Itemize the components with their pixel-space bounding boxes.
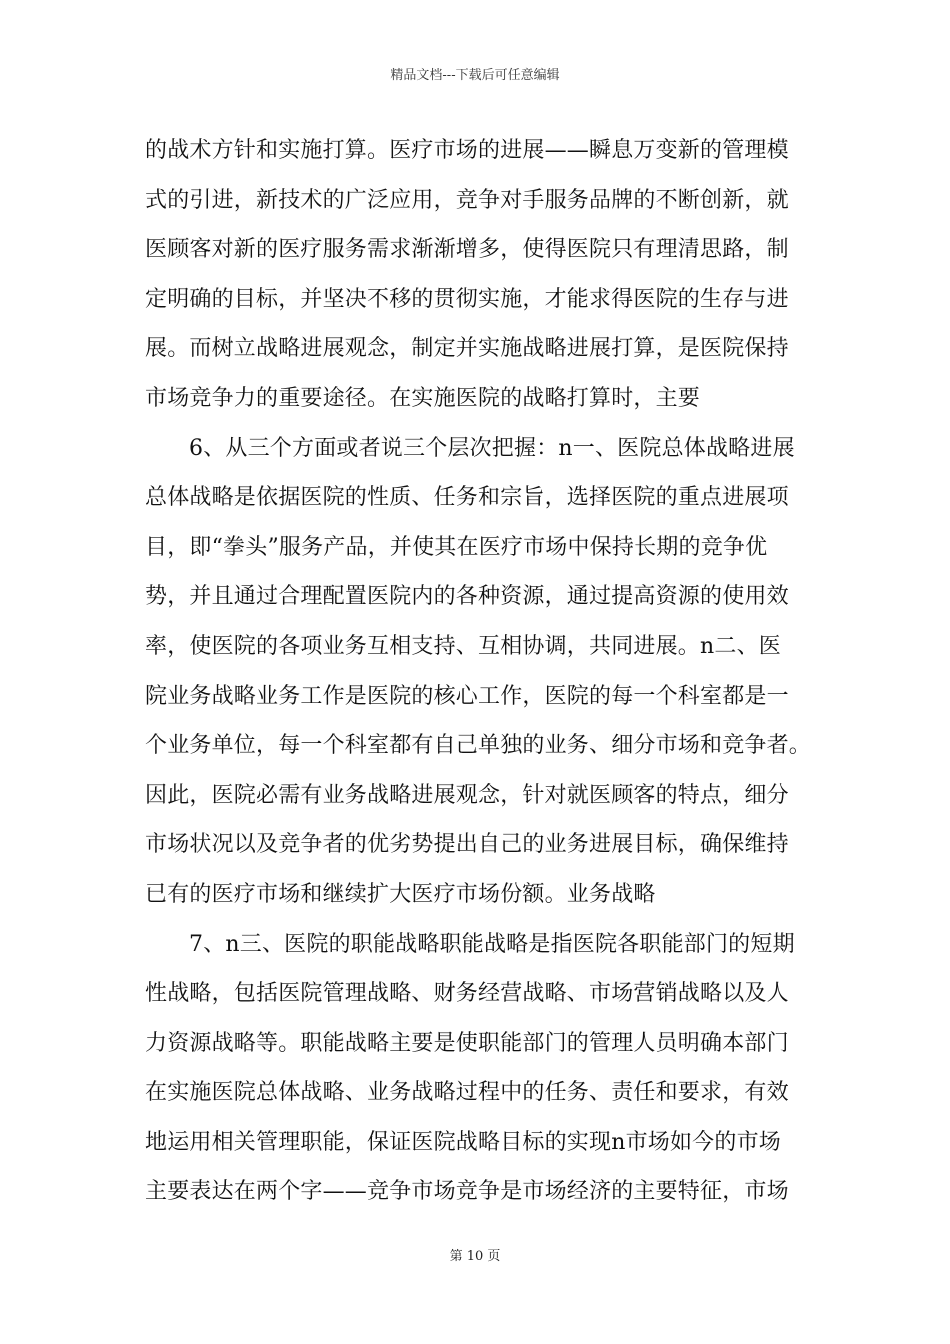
paragraph-line: 因此，医院必需有业务战略进展观念，针对就医顾客的特点，细分 — [145, 782, 789, 808]
paragraph-line: 式的引进，新技术的广泛应用，竞争对手服务品牌的不断创新，就 — [145, 187, 789, 213]
paragraph-line: 已有的医疗市场和继续扩大医疗市场份额。业务战略 — [145, 881, 656, 907]
paragraph-line: 率，使医院的各项业务互相支持、互相协调，共同进展。n二、医 — [145, 633, 781, 659]
paragraph-line: 力资源战略等。职能战略主要是使职能部门的管理人员明确本部门 — [145, 1030, 789, 1056]
paragraph-line: 总体战略是依据医院的性质、任务和宗旨，选择医院的重点进展项 — [145, 485, 789, 511]
paragraph-line: 6、从三个方面或者说三个层次把握：n一、医院总体战略进展 — [189, 435, 795, 461]
paragraph-line: 市场状况以及竞争者的优劣势提出自己的业务进展目标，确保维持 — [145, 832, 789, 858]
paragraph-line: 7、n三、医院的职能战略职能战略是指医院各职能部门的短期 — [189, 931, 795, 957]
document-body — [145, 126, 823, 1217]
paragraph-line: 的战术方针和实施打算。医疗市场的进展——瞬息万变新的管理模 — [145, 138, 789, 163]
paragraph-line: 在实施医院总体战略、业务战略过程中的任务、责任和要求，有效 — [145, 1080, 789, 1106]
paragraph-line: 势，并且通过合理配置医院内的各种资源，通过提高资源的使用效 — [145, 584, 789, 610]
paragraph-line: 展。而树立战略进展观念，制定并实施战略进展打算，是医院保持 — [145, 336, 789, 362]
paragraph-line: 医顾客对新的医疗服务需求渐渐增多，使得医院只有理清思路，制 — [145, 237, 789, 263]
paragraph-line: 市场竞争力的重要途径。在实施医院的战略打算时，主要 — [145, 385, 701, 411]
page-number: 第 10 页 — [449, 1249, 501, 1264]
paragraph-line: 主要表达在两个字——竞争市场竞争是市场经济的主要特征，市场 — [145, 1179, 789, 1205]
paragraph-line: 定明确的目标，并坚决不移的贯彻实施，才能求得医院的生存与进 — [145, 286, 789, 312]
paragraph-line: 目，即“拳头”服务产品，并使其在医疗市场中保持长期的竞争优 — [145, 534, 768, 560]
paragraph-line: 性战略，包括医院管理战略、财务经营战略、市场营销战略以及人 — [145, 981, 789, 1007]
paragraph-line: 院业务战略业务工作是医院的核心工作，医院的每一个科室都是一 — [145, 683, 789, 709]
page-header: 精品文档---下载后可任意编辑 — [390, 68, 560, 83]
paragraph-line: 个业务单位，每一个科室都有自己单独的业务、细分市场和竞争者。 — [145, 733, 812, 759]
paragraph-line: 地运用相关管理职能，保证医院战略目标的实现n市场如今的市场 — [145, 1129, 781, 1155]
